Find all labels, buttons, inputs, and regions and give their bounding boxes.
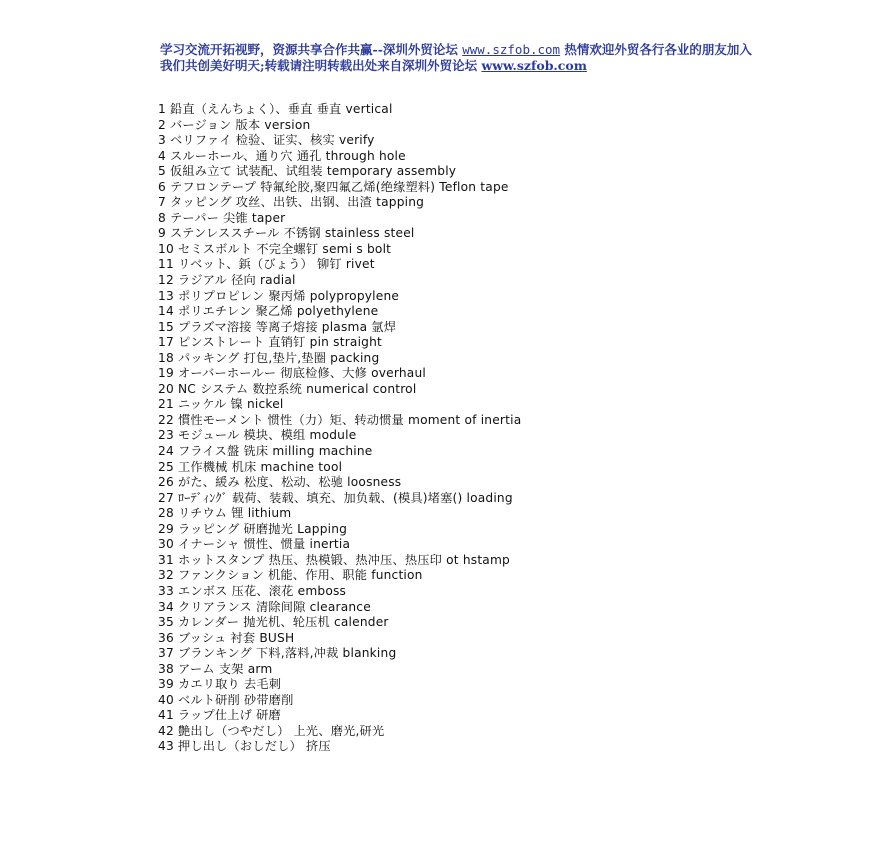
glossary-item: 17 ピンストレート 直销钉 pin straight [158, 335, 382, 350]
glossary-item: 41 ラップ仕上げ 研磨 [158, 708, 281, 723]
glossary-item: 27 ﾛｰﾃﾞｨﾝｸﾞ 载荷、装载、填充、加负载、(模具)堵塞() loading [158, 490, 513, 505]
glossary-item: 40 ベルト研削 砂带磨削 [158, 692, 294, 707]
forum-link[interactable]: www.szfob.com [462, 42, 561, 57]
glossary-item: 12 ラジアル 径向 radial [158, 273, 296, 288]
glossary-item: 9 ステンレススチール 不锈钢 stainless steel [158, 226, 415, 241]
glossary-item: 11 リベット、鋲（びょう） 铆钉 rivet [158, 257, 375, 272]
header-text-intro: 学习交流开拓视野，资源共享合作共赢--深圳外贸论坛 [160, 42, 463, 57]
glossary-item: 33 エンボス 压花、滚花 emboss [158, 583, 347, 598]
glossary-item: 39 カエリ取り 去毛刺 [158, 677, 282, 692]
glossary-item: 24 フライス盤 铣床 milling machine [158, 444, 373, 459]
forum-header-notice [160, 42, 760, 74]
glossary-list [158, 102, 521, 755]
glossary-item: 31 ホットスタンプ 热压、热模锻、热冲压、热压印 ot hstamp [158, 552, 510, 567]
glossary-item: 15 プラズマ溶接 等离子熔接 plasma 氩焊 [158, 319, 397, 334]
glossary-item: 26 がた、緩み 松度、松动、松驰 loosness [158, 475, 402, 490]
glossary-item: 30 イナーシャ 惯性、惯量 inertia [158, 537, 351, 552]
glossary-item: 35 カレンダー 抛光机、轮压机 calender [158, 615, 389, 630]
glossary-item: 34 クリアランス 清除间隙 clearance [158, 599, 371, 614]
glossary-item: 32 ファンクション 机能、作用、职能 function [158, 568, 423, 583]
glossary-item: 6 テフロンテープ 特氟纶胶,聚四氟乙烯(绝缘塑料) Teflon tape [158, 179, 509, 194]
glossary-item: 36 ブッシュ 衬套 BUSH [158, 630, 295, 645]
glossary-item: 3 ベリファイ 检验、证实、核实 verify [158, 133, 375, 148]
glossary-item: 43 押し出し（おしだし） 挤压 [158, 739, 331, 754]
glossary-item: 42 艶出し（つやだし） 上光、磨光,研光 [158, 723, 385, 738]
glossary-item: 7 タッピング 攻丝、出铁、出钢、出渣 tapping [158, 195, 425, 210]
header-text-welcome: 热情欢迎外贸各行各业的朋友加入我们共创美好明天;转载请注明转载出处来自深圳外贸论坛 [160, 42, 752, 73]
glossary-item: 25 工作機械 机床 machine tool [158, 459, 343, 474]
glossary-item: 8 テーパー 尖锥 taper [158, 210, 286, 225]
glossary-item: 28 リチウム 锂 lithium [158, 506, 292, 521]
glossary-item: 19 オーバーホールー 彻底检修、大修 overhaul [158, 366, 426, 381]
glossary-item: 38 アーム 支架 arm [158, 661, 273, 676]
glossary-item: 5 仮組み立て 试装配、试组装 temporary assembly [158, 164, 457, 179]
glossary-item: 29 ラッピング 研磨抛光 Lapping [158, 521, 348, 536]
glossary-item: 22 慣性モーメント 惯性（力）矩、转动惯量 moment of inertia [158, 412, 522, 427]
glossary-item: 21 ニッケル 镍 nickel [158, 397, 284, 412]
glossary-item: 4 スルーホール、通り穴 通孔 through hole [158, 148, 406, 163]
glossary-item: 2 バージョン 版本 version [158, 117, 311, 132]
glossary-item: 14 ポリエチレン 聚乙烯 polyethylene [158, 304, 379, 319]
glossary-item: 1 鉛直（えんちょく）、垂直 垂直 vertical [158, 102, 393, 116]
glossary-item: 18 パッキング 打包,垫片,垫圈 packing [158, 350, 380, 365]
glossary-item: 20 NC システム 数控系统 numerical control [158, 381, 417, 396]
glossary-item: 37 ブランキング 下料,落料,冲裁 blanking [158, 646, 397, 661]
forum-link-bold[interactable]: www.szfob.com [481, 58, 587, 73]
glossary-item: 13 ポリプロピレン 聚丙烯 polypropylene [158, 288, 400, 303]
glossary-item: 23 モジュール 模块、模组 module [158, 428, 357, 443]
glossary-item: 10 セミスボルト 不完全螺钉 semi s bolt [158, 241, 392, 256]
